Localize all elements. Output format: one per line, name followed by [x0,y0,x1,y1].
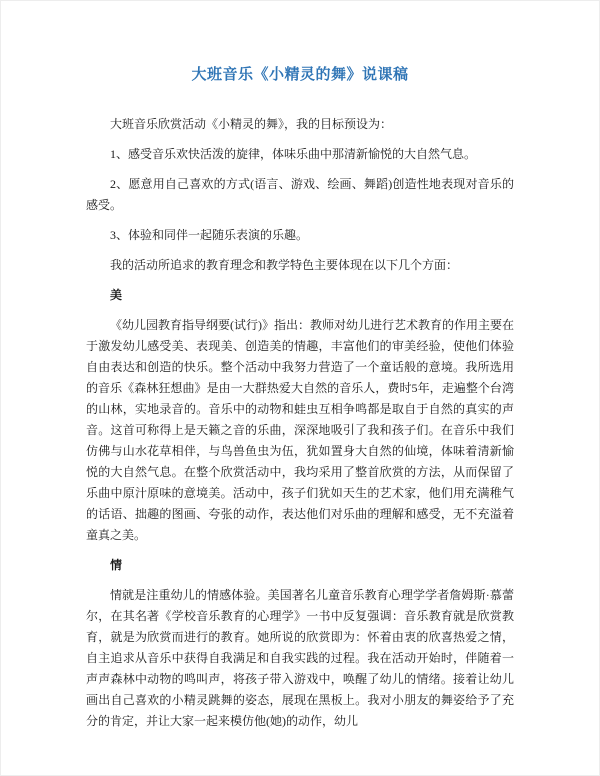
section-heading: 美 [110,288,123,302]
list-item: 2、愿意用自己喜欢的方式(语言、游戏、绘画、舞蹈)创造性地表现对音乐的感受。 [86,177,514,212]
paragraph: 情就是注重幼儿的情感体验。美国著名儿童音乐教育心理学学者詹姆斯·慕蕾尔，在其名著《学校音乐教育的心理学》一书中反复强调：音乐教育就是欣赏教育，就是为欣赏而进行的教育。她所说的欣赏即为：怀着由衷的欣喜热爱之情，自主追求从音乐中获得自我满足和自我实践的过程。我在活动开始时，伴随着一声声森林中动物的鸣叫声，将孩子带入游戏中，唤醒了幼儿的情绪。接着让幼儿画出自己喜欢的小精灵跳舞的姿态，展现在黑板上。我对小朋友的舞姿给予了充分的肯定，并让大家一起来模仿他(她)的动作，幼儿 [86,588,514,728]
list-item: 3、体验和同伴一起随乐表演的乐趣。 [110,228,309,242]
paragraph: 我的活动所追求的教育理念和教学特色主要体现在以下几个方面： [110,258,459,272]
list-item: 1、感受音乐欢快活泼的旋律，体味乐曲中那清新愉悦的大自然气息。 [110,147,477,161]
section-heading: 情 [110,558,123,572]
paragraph: 大班音乐欣赏活动《小精灵的舞》，我的目标预设为： [110,117,393,131]
page-title: 大班音乐《小精灵的舞》说课稿 [191,67,409,83]
paragraph: 《幼儿园教育指导纲要(试行)》指出：教师对幼儿进行艺术教育的作用主要在于激发幼儿感受美、表现美、创造美的情趣，丰富他们的审美经验，使他们体验自由表达和创造的快乐。整个活动中我努力营造了一个童话般的意境。我所选用的音乐《森林狂想曲》是由一大群热爱大自然的音乐人，费时5年，走遍整个台湾的山林，实地录音的。音乐中的动物和蛙虫互相争鸣都是取自于自然的真实的声音。这首可称得上是天籁之音的乐曲，深深地吸引了我和孩子们。在音乐中我们仿佛与山水花草相伴，与鸟兽鱼虫为伍，犹如置身大自然的仙境，体味着清新愉悦的大自然气息。在整个欣赏活动中，我均采用了整首欣赏的方法，从而保留了乐曲中原汁原味的意境美。活动中，孩子们犹如天生的艺术家，他们用充满稚气的话语、拙趣的图画、夸张的动作，表达他们对乐曲的理解和感受，无不充溢着童真之美。 [86,318,514,542]
document-body [86,114,514,732]
